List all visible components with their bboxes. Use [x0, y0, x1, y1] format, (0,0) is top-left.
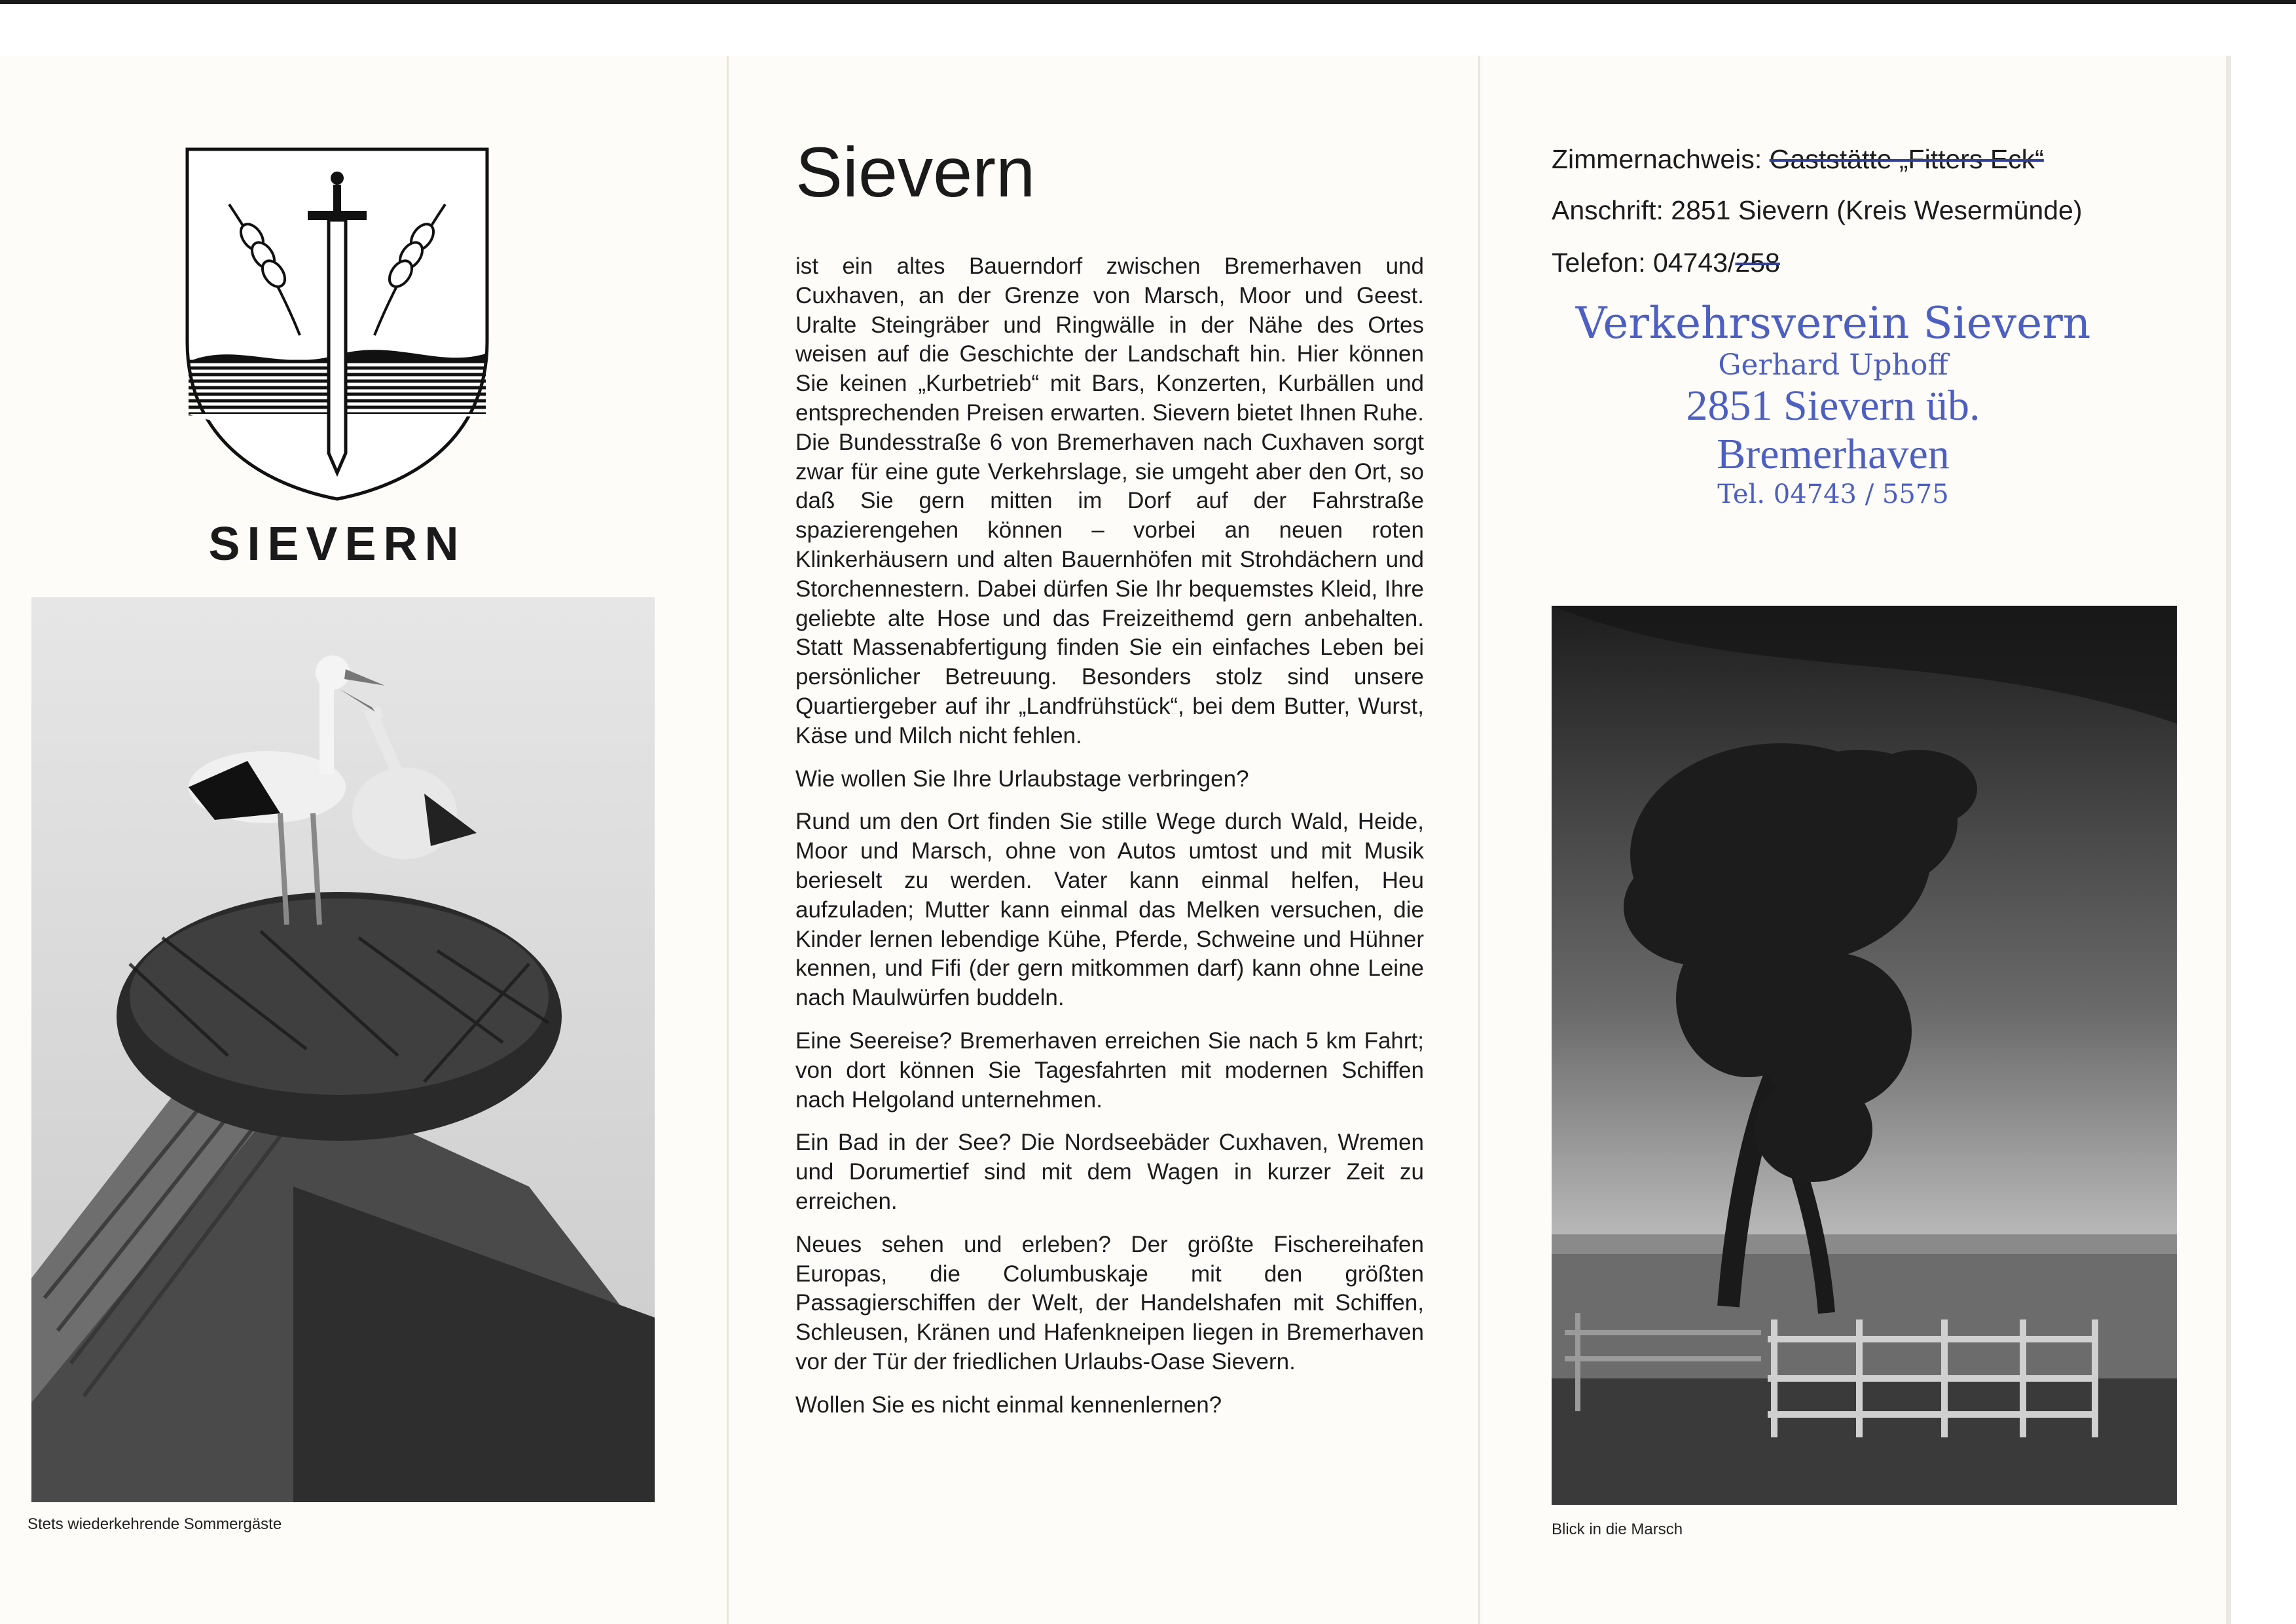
room-info-value: Gaststätte „Fitters Eck“: [1769, 144, 2044, 174]
rubber-stamp: [1571, 298, 2095, 510]
stamp-line-3: 2851 Sievern üb. Bremerhaven: [1686, 382, 1980, 478]
stork-photo-caption: Stets wiederkehrende Sommergäste: [27, 1515, 282, 1533]
paragraph-bath: Ein Bad in der See? Die Nordseebäder Cuxhaven, Wremen und Dorumertief sind mit dem Wagen in kurzer Zeit zu erreichen.: [795, 1130, 1424, 1214]
stamp-line-1: Verkehrsverein Sievern: [1575, 298, 2091, 348]
stamp-line-2: Gerhard Uphoff: [1718, 348, 1948, 382]
fold-line-right: [1478, 56, 1480, 1624]
scan-top-edge: [0, 0, 2296, 4]
phone-value: 258: [1735, 248, 1780, 278]
paragraph-sea-trip: Eine Seereise? Bremerhaven erreichen Sie nach 5 km Fahrt; von dort können Sie Tagesfahrten mit modernen Schiffen nach Helgoland unternehmen.: [795, 1027, 1424, 1113]
paragraph-question: Wie wollen Sie Ihre Urlaubstage verbringen?: [795, 766, 1249, 792]
coat-of-arms-icon: [183, 145, 491, 503]
paragraph-closing: Wollen Sie es nicht einmal kennenlernen?: [795, 1392, 1222, 1418]
body-text: [795, 252, 1424, 1433]
room-info: [1552, 144, 2044, 175]
page-title: Sievern: [795, 132, 1036, 212]
paragraph-intro: ist ein altes Bauerndorf zwischen Bremerhaven und Cuxhaven, an der Grenze von Marsch, Moor und Geest. Uralte Steingräber und Ringwälle in der Nähe des Ortes weisen auf die Geschichte der Landschaft hin. Hier können Sie keinen „Kurbetrieb“ mit Bars, Konzerten, Kurbällen und entsprechenden Preisen erwarten. Sievern bietet Ihnen Ruhe. Die Bundesstraße 6 von Bremerhaven nach Cuxhaven sorgt zwar für eine gute Verkehrslage, sie umgeht aber den Ort, so daß Sie gern mitten im Dorf auf der Fahrstraße spazierengehen können – vorbei an neuen roten Klinkerhäusern und alten Bauernhöfen mit Strohdächern und Storchennestern. Dabei dürfen Sie Ihr bequemstes Kleid, Ihre geliebte alte Hose und das Freizeithemd gern anbehalten. Statt Massenabfertigung finden Sie ein einfaches Leben bei persönlicher Betreuung. Besonders stolz sind unsere Quartiergeber auf ihr „Landfrühstück“, bei dem Butter, Wurst, Käse und Milch nicht fehlen.: [795, 253, 1424, 748]
address-line: Anschrift: 2851 Sievern (Kreis Wesermünde): [1552, 195, 2083, 225]
stork-photo: [31, 597, 655, 1502]
fold-line-left: [727, 56, 729, 1624]
stamp-line-4: Tel. 04743 / 5575: [1717, 479, 1949, 509]
room-info-label: Zimmernachweis:: [1552, 144, 1762, 174]
brand-title: SIEVERN: [208, 518, 466, 570]
marsh-photo-caption: Blick in die Marsch: [1552, 1521, 1683, 1538]
phone-line: [1552, 248, 1780, 278]
paragraph-harbour: Neues sehen und erleben? Der größte Fischereihafen Europas, die Columbuskaje mit den größten Passagierschiffen der Welt, der Handelshafen mit Schiffen, Schleusen, Kränen und Hafenkneipen liegen in Bremerhaven vor der Tür der friedlichen Urlaubs-Oase Sievern.: [795, 1231, 1424, 1375]
paragraph-activities: Rund um den Ort finden Sie stille Wege durch Wald, Heide, Moor und Marsch, ohne von Autos umtost und mit Musik berieselt zu werden. Vater kann einmal helfen, Heu aufzuladen; Mutter kann einmal das Melken versuchen, die Kinder lernen lebendige Kühe, Pferde, Schweine und Hühner kennen, und Fifi (der gern mitkommen darf) kann ohne Leine nach Maulwürfen buddeln.: [795, 809, 1424, 1011]
sheet-edge: [2226, 56, 2231, 1624]
marsh-photo: [1552, 606, 2177, 1505]
phone-label: Telefon: 04743/: [1552, 248, 1736, 278]
